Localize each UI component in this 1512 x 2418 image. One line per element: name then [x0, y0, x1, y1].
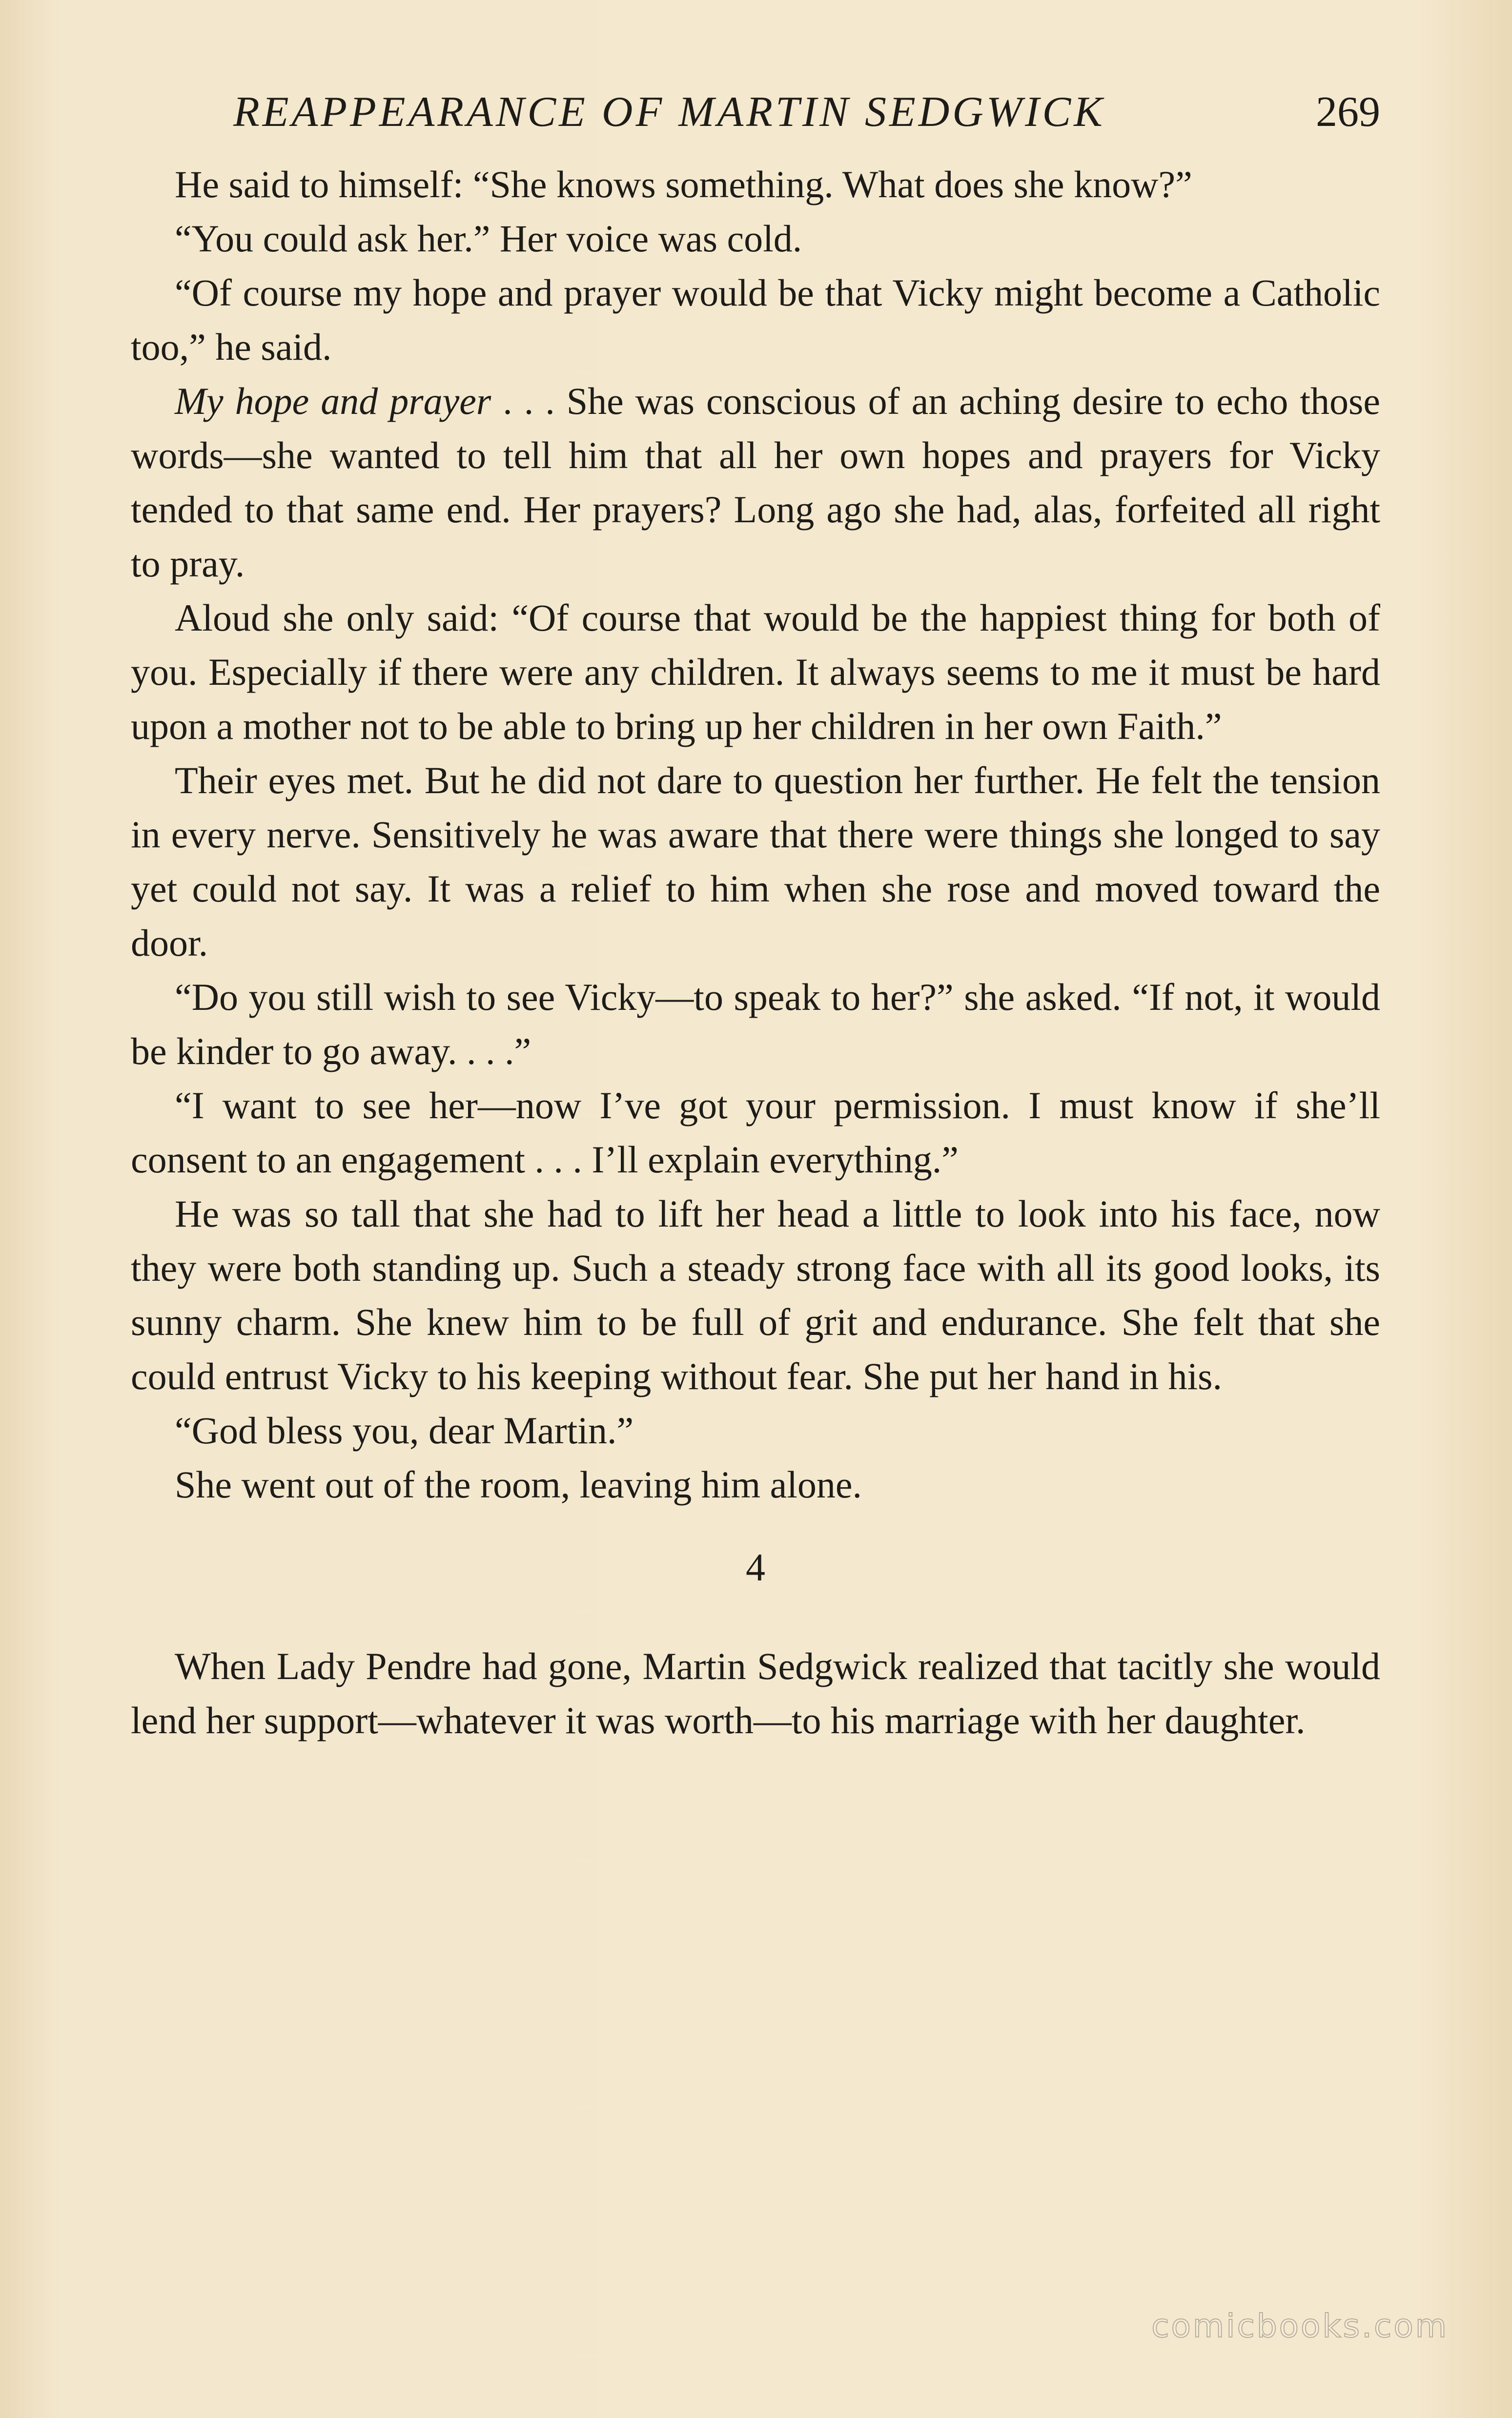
paragraph-1: He said to himself: “She knows something. What does she know?” — [175, 163, 1192, 205]
paragraph-9: He was so tall that she had to lift her head a little to look into his face, now they were both standing up. Such a steady strong face with all its good looks, its sunny charm. She knew him to be full of grit and endurance. She felt that she could entrust Vicky to his keeping without fear. She put her hand in his. — [131, 1192, 1380, 1397]
watermark: comicbooks.com — [1151, 2307, 1449, 2345]
running-head — [131, 83, 1380, 142]
paragraph-8: “I want to see her—now I’ve got your permission. I must know if she’ll consent to an engagement . . . I’ll explain everything.” — [131, 1084, 1380, 1181]
page-content — [131, 83, 1380, 1747]
page-number: 269 — [1316, 88, 1380, 136]
section-number: 4 — [746, 1546, 765, 1589]
paragraph-10: “God bless you, dear Martin.” — [175, 1409, 634, 1452]
body-text — [131, 157, 1380, 1747]
paragraph-7: “Do you still wish to see Vicky—to speak to her?” she asked. “If not, it would be kinder to go away. . . .” — [131, 976, 1380, 1072]
paragraph-4-text: . . . She was conscious of an aching desire to echo those words—she wanted to tell him that all her own hopes and prayers for Vicky tended to that same end. Her prayers? Long ago she had, alas, forfeited all right to pray. — [131, 380, 1380, 585]
paragraph-11: She went out of the room, leaving him alone. — [175, 1463, 862, 1506]
paragraph-2: “You could ask her.” Her voice was cold. — [175, 217, 802, 260]
paragraph-12: When Lady Pendre had gone, Martin Sedgwick realized that tacitly she would lend her support—whatever it was worth—to his marriage with her daughter. — [131, 1645, 1380, 1742]
italic-phrase: My hope and prayer — [175, 380, 491, 422]
running-title: REAPPEARANCE OF MARTIN SEDGWICK — [233, 88, 1105, 136]
paragraph-4 — [131, 374, 1380, 591]
paragraph-6: Their eyes met. But he did not dare to question her further. He felt the tension in every nerve. Sensitively he was aware that there were things she longed to say yet could not say. It was a relief to him when she rose and moved toward the door. — [131, 759, 1380, 964]
paragraph-5: Aloud she only said: “Of course that would be the happiest thing for both of you. Especially if there were any children. It always seems to me it must be hard upon a mother not to be able to bring up her children in her own Faith.” — [131, 596, 1380, 747]
paragraph-3: “Of course my hope and prayer would be that Vicky might become a Catholic too,” he said. — [131, 271, 1380, 368]
